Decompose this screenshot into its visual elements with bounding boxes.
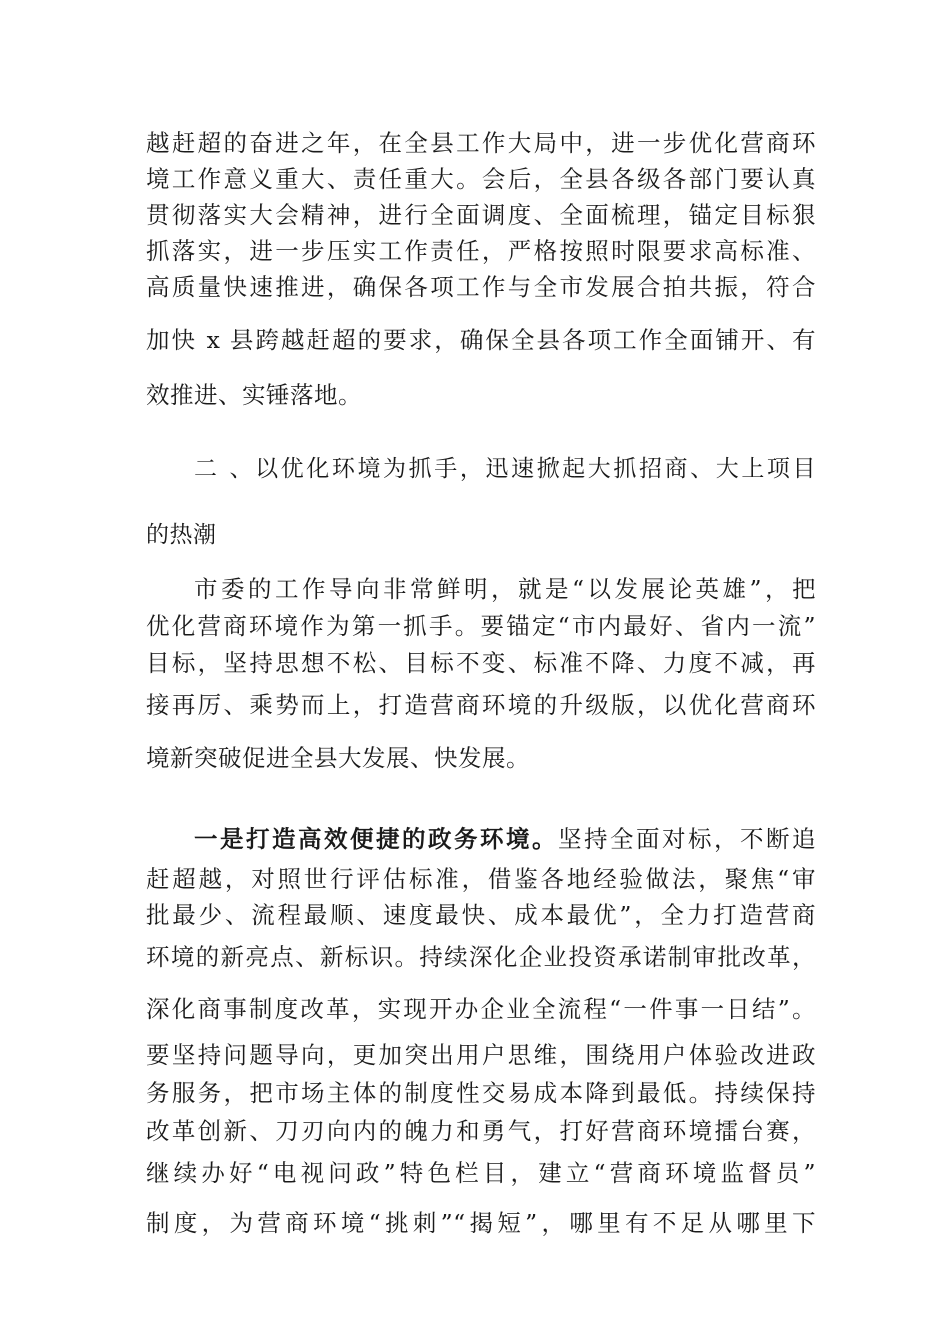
text-line: 优化营商环境作为第一抓手。要锚定“市内最好、省内一流” (146, 612, 816, 640)
text-line: 改革创新、刀刃向内的魄力和勇气，打好营商环境擂台赛， (146, 1117, 816, 1145)
text-line: 赶超越，对照世行评估标准，借鉴各地经验做法，聚焦“审 (146, 865, 816, 893)
text-line: 贯彻落实大会精神，进行全面调度、全面梳理，锚定目标狠 (146, 201, 816, 229)
text-line: 制度，为营商环境“挑刺”“揭短”，哪里有不足从哪里下 (146, 1209, 816, 1237)
text-line: 境工作意义重大、责任重大。会后，全县各级各部门要认真 (146, 165, 816, 193)
text-run: 坚持全面对标，不断追 (558, 825, 816, 853)
text-line: 要坚持问题导向，更加突出用户思维，围绕用户体验改进政 (146, 1041, 816, 1069)
text-line: 目标，坚持思想不松、目标不变、标准不降、力度不减，再 (146, 649, 816, 677)
text-line: 境新突破促进全县大发展、快发展。 (146, 744, 530, 772)
text-line: 继续办好“电视问政”特色栏目，建立“营商环境监督员” (146, 1159, 816, 1187)
text-line: 环境的新亮点、新标识。持续深化企业投资承诺制审批改革， (146, 943, 816, 971)
text-line: 高质量快速推进，确保各项工作与全市发展合拍共振，符合 (146, 273, 816, 301)
text-line: 越赶超的奋进之年，在全县工作大局中，进一步优化营商环 (146, 129, 816, 157)
heading-line: 的热潮 (146, 522, 217, 548)
text-line: 效推进、实锤落地。 (146, 381, 362, 409)
text-line: 市委的工作导向非常鲜明，就是“以发展论英雄”，把 (194, 575, 816, 603)
heading-line: 二 、以优化环境为抓手，迅速掀起大抓招商、大上项目 (194, 456, 816, 482)
text-line: 批最少、流程最顺、速度最快、成本最优”，全力打造营商 (146, 901, 816, 929)
text-line: 加快 x 县跨越赶超的要求，确保全县各项工作全面铺开、有 (146, 326, 816, 354)
text-line: 抓落实，进一步压实工作责任，严格按照时限要求高标准、 (146, 237, 816, 265)
bold-lead-sentence: 一是打造高效便捷的政务环境。 (194, 825, 558, 853)
text-line-with-lead (194, 824, 816, 854)
text-line: 务服务，把市场主体的制度性交易成本降到最低。持续保持 (146, 1079, 816, 1107)
text-line: 接再厉、乘势而上，打造营商环境的升级版，以优化营商环 (146, 691, 816, 719)
text-line: 深化商事制度改革，实现开办企业全流程“一件事一日结”。 (146, 995, 816, 1023)
